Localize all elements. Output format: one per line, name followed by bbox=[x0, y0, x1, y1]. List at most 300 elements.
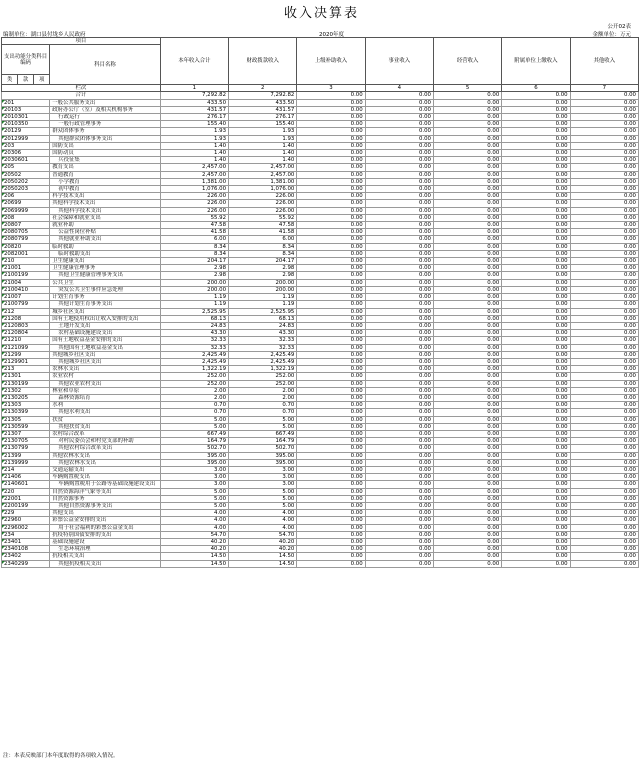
row-code: 20502 bbox=[2, 171, 50, 178]
row-name: 科学技术支出 bbox=[50, 193, 161, 200]
index-cell: 5 bbox=[433, 85, 501, 92]
row-value: 0.00 bbox=[502, 351, 570, 358]
row-code: 2012999 bbox=[2, 135, 50, 142]
row-code: 2130705 bbox=[2, 438, 50, 445]
xiang-header: 项 bbox=[34, 75, 50, 85]
table-row bbox=[2, 524, 639, 531]
row-value: 0.00 bbox=[502, 539, 570, 546]
row-value: 43.30 bbox=[229, 330, 297, 337]
row-code: 2130399 bbox=[2, 409, 50, 416]
row-value: 0.00 bbox=[502, 452, 570, 459]
row-value: 0.00 bbox=[365, 258, 433, 265]
row-value: 667.49 bbox=[229, 430, 297, 437]
row-value: 0.00 bbox=[502, 546, 570, 553]
row-value: 0.00 bbox=[433, 114, 501, 121]
row-value: 0.00 bbox=[365, 517, 433, 524]
row-value: 0.00 bbox=[570, 330, 638, 337]
row-name: 抗疫特别国债安排的支出 bbox=[50, 531, 161, 538]
row-value: 0.00 bbox=[433, 322, 501, 329]
row-value: 0.00 bbox=[433, 459, 501, 466]
row-value: 0.00 bbox=[570, 279, 638, 286]
row-name: 初中教育 bbox=[50, 186, 161, 193]
row-value: 0.00 bbox=[433, 229, 501, 236]
table-row bbox=[2, 279, 639, 286]
row-value: 0.00 bbox=[365, 539, 433, 546]
row-value: 2.00 bbox=[229, 387, 297, 394]
table-row bbox=[2, 142, 639, 149]
row-value: 0.00 bbox=[502, 445, 570, 452]
row-value: 0.00 bbox=[297, 243, 365, 250]
table-row bbox=[2, 294, 639, 301]
code-header: 支出功能分类科目编码 bbox=[2, 45, 50, 75]
row-value: 0.00 bbox=[570, 121, 638, 128]
row-value: 0.00 bbox=[433, 481, 501, 488]
row-value: 4.00 bbox=[229, 510, 297, 517]
table-row bbox=[2, 121, 639, 128]
row-name: 基础设施建设 bbox=[50, 539, 161, 546]
row-name: 其他城乡社区支出 bbox=[50, 351, 161, 358]
row-code: 2080799 bbox=[2, 236, 50, 243]
row-value: 0.00 bbox=[433, 207, 501, 214]
row-value: 0.00 bbox=[297, 164, 365, 171]
row-value: 0.00 bbox=[365, 135, 433, 142]
row-value: 0.00 bbox=[297, 517, 365, 524]
row-value: 0.00 bbox=[365, 394, 433, 401]
row-value: 0.00 bbox=[297, 250, 365, 257]
row-value: 0.00 bbox=[297, 481, 365, 488]
row-value: 0.00 bbox=[433, 157, 501, 164]
row-value: 0.00 bbox=[433, 222, 501, 229]
row-code: 2100410 bbox=[2, 286, 50, 293]
row-code: 2120804 bbox=[2, 330, 50, 337]
row-value: 14.50 bbox=[160, 560, 228, 567]
row-value: 0.00 bbox=[433, 430, 501, 437]
row-code: 2069999 bbox=[2, 207, 50, 214]
row-name: 其他科学技术支出 bbox=[50, 200, 161, 207]
row-value: 0.00 bbox=[433, 164, 501, 171]
row-value: 0.00 bbox=[570, 286, 638, 293]
row-value: 0.00 bbox=[433, 488, 501, 495]
row-value: 0.00 bbox=[297, 171, 365, 178]
row-name: 其他水利支出 bbox=[50, 409, 161, 416]
row-value: 0.00 bbox=[570, 114, 638, 121]
table-row bbox=[2, 164, 639, 171]
row-value: 0.00 bbox=[297, 510, 365, 517]
table-row bbox=[2, 236, 639, 243]
row-value: 200.00 bbox=[160, 279, 228, 286]
table-row bbox=[2, 466, 639, 473]
row-value: 0.00 bbox=[570, 128, 638, 135]
row-value: 0.00 bbox=[502, 272, 570, 279]
index-cell: 4 bbox=[365, 85, 433, 92]
row-value: 0.00 bbox=[297, 121, 365, 128]
row-value: 0.00 bbox=[570, 409, 638, 416]
row-code: 21406 bbox=[2, 474, 50, 481]
row-value: 0.00 bbox=[502, 308, 570, 315]
row-value: 0.00 bbox=[297, 553, 365, 560]
row-value: 14.50 bbox=[160, 553, 228, 560]
row-name: 其他科学技术支出 bbox=[50, 207, 161, 214]
row-value: 0.00 bbox=[570, 106, 638, 113]
row-value: 0.00 bbox=[297, 128, 365, 135]
row-value: 0.00 bbox=[502, 322, 570, 329]
row-name: 其他国有土地收益基金支出 bbox=[50, 344, 161, 351]
row-value: 0.00 bbox=[365, 114, 433, 121]
row-value: 0.00 bbox=[433, 416, 501, 423]
row-value: 1.40 bbox=[160, 150, 228, 157]
row-code: 201 bbox=[2, 99, 50, 106]
row-value: 0.00 bbox=[570, 171, 638, 178]
row-value: 0.00 bbox=[570, 373, 638, 380]
table-row bbox=[2, 243, 639, 250]
row-value: 0.00 bbox=[433, 510, 501, 517]
income-table bbox=[1, 37, 639, 568]
row-value: 0.00 bbox=[365, 157, 433, 164]
row-value: 5.00 bbox=[160, 495, 228, 502]
row-value: 0.00 bbox=[433, 452, 501, 459]
row-value: 276.17 bbox=[229, 114, 297, 121]
row-value: 0.00 bbox=[297, 258, 365, 265]
row-value: 0.00 bbox=[433, 243, 501, 250]
row-value: 2,457.00 bbox=[229, 171, 297, 178]
row-value: 0.00 bbox=[570, 222, 638, 229]
index-cell: 3 bbox=[297, 85, 365, 92]
row-value: 0.00 bbox=[502, 337, 570, 344]
row-code: 20699 bbox=[2, 200, 50, 207]
row-value: 0.00 bbox=[570, 337, 638, 344]
row-value: 55.92 bbox=[160, 214, 228, 221]
row-value: 0.00 bbox=[502, 222, 570, 229]
row-value: 0.00 bbox=[365, 481, 433, 488]
row-name: 车辆购置税支出 bbox=[50, 474, 161, 481]
table-row bbox=[2, 409, 639, 416]
row-value: 0.00 bbox=[502, 524, 570, 531]
row-value: 0.00 bbox=[570, 358, 638, 365]
row-value: 431.57 bbox=[160, 106, 228, 113]
row-code: 2100199 bbox=[2, 272, 50, 279]
row-value: 0.00 bbox=[570, 366, 638, 373]
row-value: 0.00 bbox=[297, 207, 365, 214]
row-code: 22960 bbox=[2, 517, 50, 524]
row-value: 5.00 bbox=[229, 416, 297, 423]
row-value: 0.00 bbox=[502, 250, 570, 257]
row-name: 其他支出 bbox=[50, 510, 161, 517]
row-value: 0.00 bbox=[502, 243, 570, 250]
table-row bbox=[2, 546, 639, 553]
table-row bbox=[2, 539, 639, 546]
row-value: 0.00 bbox=[365, 315, 433, 322]
row-value: 204.17 bbox=[160, 258, 228, 265]
row-code: 2130599 bbox=[2, 423, 50, 430]
row-code: 2129901 bbox=[2, 358, 50, 365]
row-value: 4.00 bbox=[160, 510, 228, 517]
row-value: 0.00 bbox=[365, 164, 433, 171]
table-row bbox=[2, 423, 639, 430]
row-value: 0.00 bbox=[502, 286, 570, 293]
row-value: 0.00 bbox=[365, 99, 433, 106]
row-value: 0.00 bbox=[433, 286, 501, 293]
row-value: 0.00 bbox=[570, 430, 638, 437]
row-value: 0.00 bbox=[365, 438, 433, 445]
row-code: 21001 bbox=[2, 265, 50, 272]
row-value: 0.00 bbox=[433, 337, 501, 344]
row-name: 国有土地收益基金安排的支出 bbox=[50, 337, 161, 344]
row-value: 0.00 bbox=[297, 142, 365, 149]
row-value: 0.00 bbox=[365, 200, 433, 207]
row-value: 0.00 bbox=[502, 157, 570, 164]
row-name: 一般公共服务支出 bbox=[50, 99, 161, 106]
table-row bbox=[2, 229, 639, 236]
row-value: 0.00 bbox=[502, 258, 570, 265]
row-value: 0.00 bbox=[297, 222, 365, 229]
row-value: 0.00 bbox=[365, 344, 433, 351]
row-value: 0.00 bbox=[502, 178, 570, 185]
table-row bbox=[2, 157, 639, 164]
row-value: 0.00 bbox=[433, 265, 501, 272]
row-value: 0.00 bbox=[365, 373, 433, 380]
row-value: 0.00 bbox=[297, 531, 365, 538]
table-row bbox=[2, 106, 639, 113]
row-value: 0.00 bbox=[365, 524, 433, 531]
row-value: 0.00 bbox=[297, 495, 365, 502]
table-row bbox=[2, 488, 639, 495]
row-value: 0.00 bbox=[433, 279, 501, 286]
row-value: 0.00 bbox=[433, 387, 501, 394]
row-name: 临时救助支出 bbox=[50, 250, 161, 257]
row-value: 2.00 bbox=[160, 394, 228, 401]
table-row bbox=[2, 128, 639, 135]
row-value: 0.00 bbox=[570, 207, 638, 214]
row-code: 2100799 bbox=[2, 301, 50, 308]
row-value: 0.00 bbox=[570, 502, 638, 509]
row-value: 2,525.95 bbox=[229, 308, 297, 315]
row-value: 0.00 bbox=[570, 315, 638, 322]
row-value: 0.00 bbox=[502, 430, 570, 437]
row-value: 3.00 bbox=[160, 474, 228, 481]
col-header-fiscal: 财政拨款收入 bbox=[229, 38, 297, 85]
row-value: 3.00 bbox=[229, 474, 297, 481]
row-value: 0.00 bbox=[570, 272, 638, 279]
row-value: 2,425.49 bbox=[229, 358, 297, 365]
row-code: 220 bbox=[2, 488, 50, 495]
table-row bbox=[2, 99, 639, 106]
row-value: 395.00 bbox=[160, 459, 228, 466]
row-name: 卫生健康支出 bbox=[50, 258, 161, 265]
row-value: 1.40 bbox=[160, 157, 228, 164]
row-value: 0.00 bbox=[570, 164, 638, 171]
row-value: 0.00 bbox=[365, 214, 433, 221]
row-value: 0.00 bbox=[570, 495, 638, 502]
row-code: 21301 bbox=[2, 373, 50, 380]
row-code: 21307 bbox=[2, 430, 50, 437]
row-value: 0.00 bbox=[297, 524, 365, 531]
row-name: 农村综合改革 bbox=[50, 430, 161, 437]
row-value: 0.00 bbox=[570, 344, 638, 351]
row-value: 32.33 bbox=[229, 337, 297, 344]
row-code: 2010301 bbox=[2, 114, 50, 121]
row-code: 2340299 bbox=[2, 560, 50, 567]
row-code: 206 bbox=[2, 193, 50, 200]
row-value: 0.00 bbox=[502, 409, 570, 416]
row-value: 2.00 bbox=[229, 394, 297, 401]
table-row bbox=[2, 344, 639, 351]
table-row bbox=[2, 495, 639, 502]
row-value: 0.00 bbox=[297, 466, 365, 473]
row-value: 0.00 bbox=[502, 265, 570, 272]
row-value: 0.00 bbox=[502, 164, 570, 171]
row-value: 1,381.00 bbox=[229, 178, 297, 185]
row-value: 0.00 bbox=[365, 560, 433, 567]
table-row bbox=[2, 178, 639, 185]
row-value: 5.00 bbox=[229, 423, 297, 430]
table-row bbox=[2, 394, 639, 401]
row-value: 0.00 bbox=[433, 142, 501, 149]
row-code: 2296002 bbox=[2, 524, 50, 531]
row-value: 0.00 bbox=[570, 351, 638, 358]
row-code: 21004 bbox=[2, 279, 50, 286]
row-value: 0.00 bbox=[502, 315, 570, 322]
row-value: 502.70 bbox=[160, 445, 228, 452]
table-row bbox=[2, 373, 639, 380]
row-value: 5.00 bbox=[229, 502, 297, 509]
row-value: 0.00 bbox=[570, 539, 638, 546]
row-value: 164.79 bbox=[160, 438, 228, 445]
row-value: 0.00 bbox=[365, 322, 433, 329]
row-code: 2080705 bbox=[2, 229, 50, 236]
row-value: 0.00 bbox=[433, 171, 501, 178]
row-name: 兵役征集 bbox=[50, 157, 161, 164]
row-value: 0.00 bbox=[433, 394, 501, 401]
row-value: 0.00 bbox=[365, 128, 433, 135]
row-value: 0.00 bbox=[433, 186, 501, 193]
row-name: 其他农村综合改革支出 bbox=[50, 445, 161, 452]
row-value: 0.00 bbox=[433, 128, 501, 135]
row-value: 0.00 bbox=[297, 546, 365, 553]
row-value: 200.00 bbox=[229, 286, 297, 293]
row-value: 14.50 bbox=[229, 553, 297, 560]
row-value: 0.00 bbox=[365, 402, 433, 409]
row-value: 226.00 bbox=[160, 207, 228, 214]
row-value: 0.70 bbox=[160, 402, 228, 409]
row-code: 205 bbox=[2, 164, 50, 171]
row-value: 0.00 bbox=[502, 114, 570, 121]
row-value: 0.00 bbox=[433, 214, 501, 221]
row-value: 1.40 bbox=[229, 150, 297, 157]
row-name: 对村民委员会和村党支部的补助 bbox=[50, 438, 161, 445]
row-value: 431.57 bbox=[229, 106, 297, 113]
row-value: 1.93 bbox=[229, 135, 297, 142]
row-value: 5.00 bbox=[229, 488, 297, 495]
row-value: 0.00 bbox=[297, 387, 365, 394]
table-row bbox=[2, 517, 639, 524]
row-value: 0.00 bbox=[502, 294, 570, 301]
row-value: 0.00 bbox=[502, 236, 570, 243]
col-header-total: 本年收入合计 bbox=[160, 38, 228, 85]
row-value: 1.19 bbox=[229, 294, 297, 301]
row-value: 8.34 bbox=[160, 243, 228, 250]
row-value: 0.00 bbox=[433, 315, 501, 322]
row-value: 0.00 bbox=[570, 466, 638, 473]
row-value: 0.00 bbox=[433, 193, 501, 200]
row-value: 0.00 bbox=[297, 452, 365, 459]
row-value: 0.00 bbox=[297, 430, 365, 437]
row-value: 0.00 bbox=[502, 150, 570, 157]
row-value: 0.00 bbox=[570, 445, 638, 452]
row-value: 0.00 bbox=[502, 394, 570, 401]
row-value: 2,425.49 bbox=[160, 351, 228, 358]
row-value: 226.00 bbox=[229, 207, 297, 214]
col-header-superior: 上级补助收入 bbox=[297, 38, 365, 85]
row-value: 0.00 bbox=[365, 488, 433, 495]
row-name: 其他农林水支出 bbox=[50, 459, 161, 466]
row-value: 0.00 bbox=[570, 402, 638, 409]
row-value: 155.40 bbox=[229, 121, 297, 128]
year-label: 2020年度 bbox=[319, 32, 344, 38]
row-name: 临时救助 bbox=[50, 243, 161, 250]
row-value: 1,322.19 bbox=[160, 366, 228, 373]
row-value: 0.00 bbox=[570, 265, 638, 272]
row-value: 54.70 bbox=[160, 531, 228, 538]
row-value: 0.00 bbox=[502, 279, 570, 286]
table-row bbox=[2, 481, 639, 488]
table-row bbox=[2, 222, 639, 229]
row-value: 0.00 bbox=[570, 308, 638, 315]
row-value: 0.00 bbox=[502, 330, 570, 337]
table-row bbox=[2, 560, 639, 567]
report-meta-line bbox=[1, 30, 639, 37]
table-row bbox=[2, 301, 639, 308]
row-value: 55.92 bbox=[229, 214, 297, 221]
row-value: 0.00 bbox=[502, 135, 570, 142]
row-value: 0.00 bbox=[502, 466, 570, 473]
row-value: 0.00 bbox=[365, 294, 433, 301]
row-value: 2.98 bbox=[229, 265, 297, 272]
row-value: 0.00 bbox=[502, 193, 570, 200]
row-value: 0.00 bbox=[297, 114, 365, 121]
row-value: 0.00 bbox=[502, 402, 570, 409]
row-name: 公益性岗位补贴 bbox=[50, 229, 161, 236]
row-value: 0.00 bbox=[365, 495, 433, 502]
row-value: 0.00 bbox=[570, 99, 638, 106]
table-row bbox=[2, 502, 639, 509]
table-row bbox=[2, 358, 639, 365]
row-value: 0.00 bbox=[570, 135, 638, 142]
row-value: 8.34 bbox=[160, 250, 228, 257]
row-value: 0.00 bbox=[433, 99, 501, 106]
row-value: 0.00 bbox=[502, 344, 570, 351]
row-value: 0.00 bbox=[502, 510, 570, 517]
row-value: 0.00 bbox=[365, 286, 433, 293]
row-value: 5.00 bbox=[160, 416, 228, 423]
row-value: 5.00 bbox=[160, 488, 228, 495]
row-name: 用于社会福利的彩票公益金支出 bbox=[50, 524, 161, 531]
col-header-affiliated: 附属单位上缴收入 bbox=[502, 38, 570, 85]
row-value: 0.00 bbox=[365, 308, 433, 315]
total-value: 7,292.82 bbox=[160, 92, 228, 99]
row-name: 公共卫生 bbox=[50, 279, 161, 286]
row-name: 普通教育 bbox=[50, 171, 161, 178]
row-value: 0.00 bbox=[433, 250, 501, 257]
col-header-operating: 经营收入 bbox=[433, 38, 501, 85]
row-value: 0.00 bbox=[297, 214, 365, 221]
row-value: 2,425.49 bbox=[160, 358, 228, 365]
row-value: 0.00 bbox=[502, 99, 570, 106]
table-row bbox=[2, 135, 639, 142]
row-code: 21007 bbox=[2, 294, 50, 301]
row-value: 0.00 bbox=[570, 510, 638, 517]
row-value: 0.00 bbox=[570, 157, 638, 164]
row-value: 0.00 bbox=[297, 178, 365, 185]
